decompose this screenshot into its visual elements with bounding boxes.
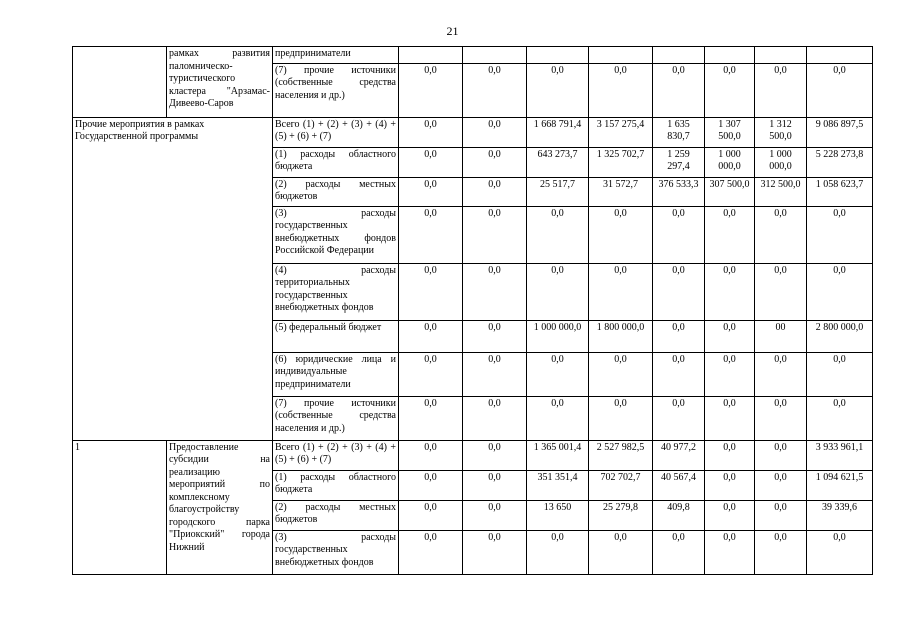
value-cell: 376 533,3 [653,177,705,206]
value-cell: 0,0 [653,320,705,352]
value-cell: 0,0 [705,206,755,263]
funding-source-cell: (6) юридические лица и индивидуальные предприниматели [273,352,399,396]
value-cell: 312 500,0 [755,177,807,206]
value-cell: 1 000 000,0 [755,147,807,177]
value-cell: 0,0 [807,396,873,440]
subprogram-name-cell: рамках развития паломническо-туристического кластера "Арзамас-Дивеево-Саров [167,47,273,118]
value-cell: 0,0 [463,63,527,117]
table-row [73,440,873,470]
value-cell: 351 351,4 [527,470,589,500]
value-cell: 0,0 [399,177,463,206]
value-cell: 0,0 [527,530,589,574]
funding-source-cell: Всего (1) + (2) + (3) + (4) + (5) + (6) + (7) [273,440,399,470]
value-cell: 0,0 [399,352,463,396]
value-cell: 0,0 [705,352,755,396]
value-cell: 0,0 [705,500,755,530]
value-cell [589,47,653,64]
funding-source-cell: (7) прочие источники (собственные средства населения и др.) [273,63,399,117]
value-cell: 1 000 000,0 [705,147,755,177]
value-cell: 0,0 [653,352,705,396]
value-cell: 0,0 [589,206,653,263]
funding-source-cell: (3) расходы государственных внебюджетных фондов Российской Федерации [273,206,399,263]
value-cell: 0,0 [399,63,463,117]
value-cell: 2 527 982,5 [589,440,653,470]
funding-source-cell: Всего (1) + (2) + (3) + (4) + (5) + (6) + (7) [273,117,399,147]
value-cell: 0,0 [807,63,873,117]
value-cell [527,47,589,64]
value-cell: 0,0 [463,440,527,470]
value-cell: 0,0 [463,352,527,396]
value-cell: 0,0 [463,396,527,440]
group-name-cell: Прочие мероприятия в рамках Государственной программы [73,117,273,440]
value-cell: 0,0 [463,147,527,177]
value-cell: 0,0 [589,352,653,396]
value-cell: 39 339,6 [807,500,873,530]
funding-source-cell: (5) федеральный бюджет [273,320,399,352]
value-cell: 0,0 [705,263,755,320]
value-cell: 25 517,7 [527,177,589,206]
value-cell: 0,0 [653,206,705,263]
value-cell: 2 800 000,0 [807,320,873,352]
value-cell: 0,0 [463,530,527,574]
value-cell: 0,0 [705,440,755,470]
value-cell: 0,0 [705,320,755,352]
value-cell: 0,0 [463,263,527,320]
value-cell: 0,0 [755,530,807,574]
value-cell: 0,0 [463,320,527,352]
value-cell: 3 157 275,4 [589,117,653,147]
value-cell: 0,0 [463,206,527,263]
value-cell: 0,0 [399,530,463,574]
value-cell: 0,0 [399,440,463,470]
group-name-cell [73,47,167,118]
value-cell: 0,0 [589,530,653,574]
value-cell: 0,0 [399,206,463,263]
value-cell: 0,0 [399,500,463,530]
funding-source-cell: (7) прочие источники (собственные средства населения и др.) [273,396,399,440]
value-cell: 0,0 [755,263,807,320]
value-cell: 0,0 [705,63,755,117]
value-cell: 0,0 [653,530,705,574]
value-cell: 1 325 702,7 [589,147,653,177]
value-cell: 0,0 [589,396,653,440]
value-cell: 643 273,7 [527,147,589,177]
value-cell: 0,0 [653,263,705,320]
page-number: 21 [446,24,459,38]
value-cell: 1 094 621,5 [807,470,873,500]
value-cell: 13 650 [527,500,589,530]
value-cell: 1 312 500,0 [755,117,807,147]
funding-source-cell: предприниматели [273,47,399,64]
value-cell: 1 800 000,0 [589,320,653,352]
value-cell: 0,0 [463,470,527,500]
value-cell: 0,0 [755,206,807,263]
value-cell [755,47,807,64]
value-cell: 0,0 [399,396,463,440]
value-cell: 0,0 [755,500,807,530]
value-cell: 0,0 [399,147,463,177]
table-row [73,47,873,64]
value-cell: 0,0 [463,500,527,530]
value-cell: 0,0 [399,263,463,320]
funding-source-cell: (4) расходы территориальных государственных внебюджетных фондов [273,263,399,320]
value-cell: 1 058 623,7 [807,177,873,206]
value-cell: 0,0 [755,440,807,470]
value-cell: 0,0 [705,396,755,440]
value-cell: 1 365 001,4 [527,440,589,470]
value-cell: 0,0 [527,396,589,440]
value-cell: 0,0 [589,63,653,117]
table-row [73,117,873,147]
value-cell: 31 572,7 [589,177,653,206]
value-cell: 9 086 897,5 [807,117,873,147]
funding-source-cell: (2) расходы местных бюджетов [273,177,399,206]
value-cell: 1 668 791,4 [527,117,589,147]
value-cell: 0,0 [653,396,705,440]
value-cell [463,47,527,64]
value-cell: 40 567,4 [653,470,705,500]
subprogram-name-cell: Предоставление субсидии на реализацию мероприятий по комплексному благоустройству городского парка "Приокский" города Нижний [167,440,273,574]
value-cell: 5 228 273,8 [807,147,873,177]
value-cell: 0,0 [807,352,873,396]
funding-source-cell: (3) расходы государственных внебюджетных фондов [273,530,399,574]
value-cell [399,47,463,64]
value-cell: 0,0 [463,177,527,206]
value-cell: 0,0 [807,263,873,320]
value-cell [653,47,705,64]
value-cell: 1 259 297,4 [653,147,705,177]
value-cell: 0,0 [399,117,463,147]
value-cell: 0,0 [527,63,589,117]
value-cell: 0,0 [463,117,527,147]
value-cell: 0,0 [527,206,589,263]
value-cell: 409,8 [653,500,705,530]
funding-source-cell: (1) расходы областного бюджета [273,147,399,177]
value-cell: 1 307 500,0 [705,117,755,147]
value-cell [705,47,755,64]
value-cell: 0,0 [755,352,807,396]
value-cell: 0,0 [653,63,705,117]
value-cell: 0,0 [527,352,589,396]
value-cell: 307 500,0 [705,177,755,206]
value-cell: 0,0 [807,530,873,574]
funding-source-cell: (1) расходы областного бюджета [273,470,399,500]
value-cell: 0,0 [755,396,807,440]
value-cell: 3 933 961,1 [807,440,873,470]
value-cell: 702 702,7 [589,470,653,500]
value-cell: 0,0 [399,470,463,500]
funding-source-cell: (2) расходы местных бюджетов [273,500,399,530]
group-name-cell: 1 [73,440,167,574]
value-cell: 0,0 [589,263,653,320]
value-cell: 25 279,8 [589,500,653,530]
value-cell [807,47,873,64]
value-cell: 40 977,2 [653,440,705,470]
value-cell: 0,0 [807,206,873,263]
budget-table [72,46,873,575]
value-cell: 00 [755,320,807,352]
value-cell: 0,0 [755,470,807,500]
value-cell: 1 000 000,0 [527,320,589,352]
value-cell: 0,0 [755,63,807,117]
value-cell: 0,0 [399,320,463,352]
value-cell: 0,0 [527,263,589,320]
value-cell: 0,0 [705,470,755,500]
value-cell: 1 635 830,7 [653,117,705,147]
value-cell: 0,0 [705,530,755,574]
